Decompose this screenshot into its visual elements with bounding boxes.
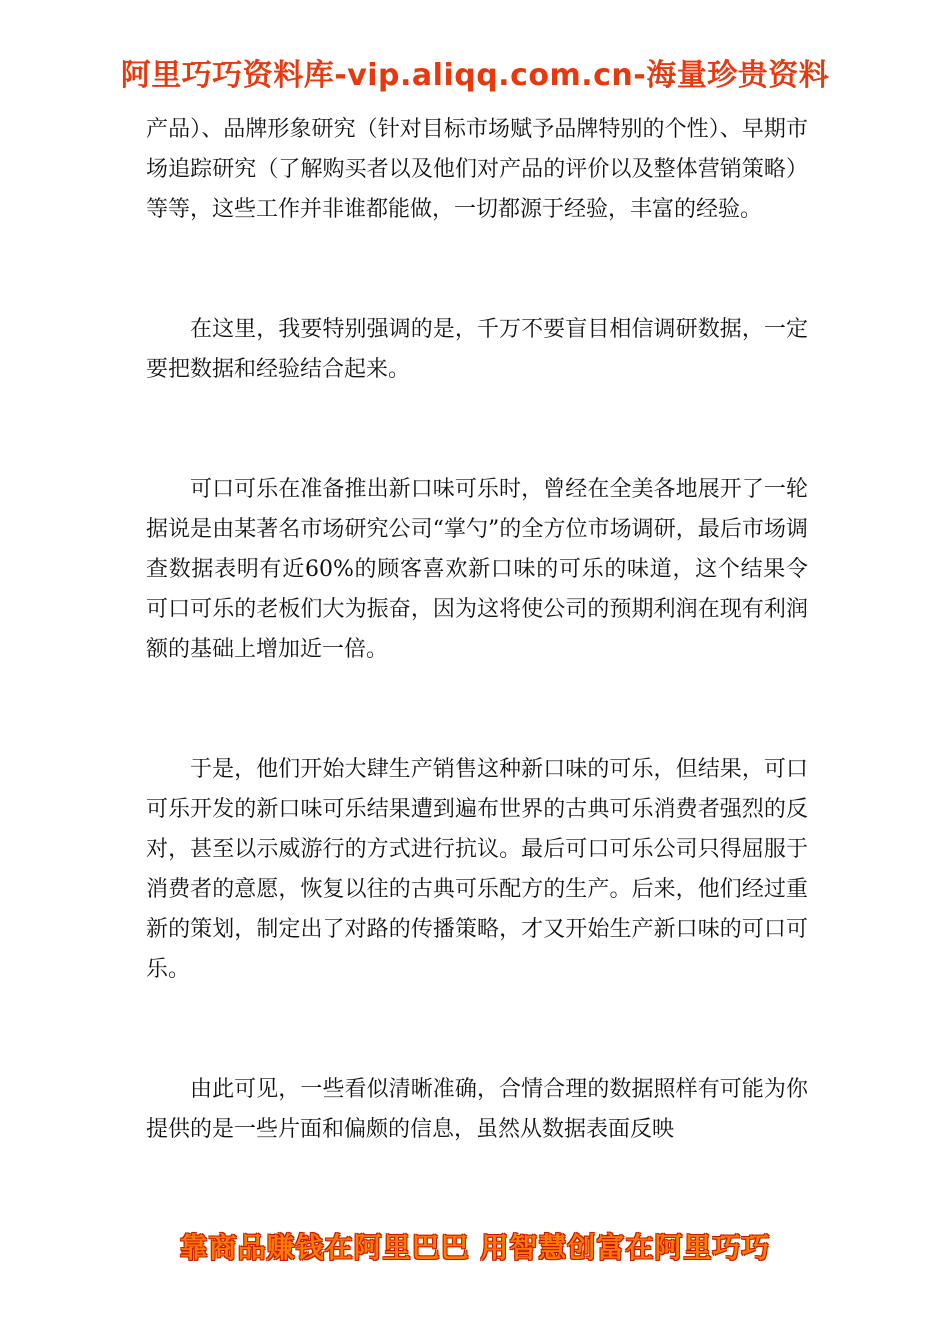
paragraph-2: 在这里，我要特别强调的是，千万不要盲目相信调研数据，一定要把数据和经验结合起来。 xyxy=(146,317,808,382)
paragraph-1: 产品）、品牌形象研究（针对目标市场赋予品牌特别的个性）、早期市场追踪研究（了解购买者以及他们对产品的评价以及整体营销策略）等等，这些工作并非谁都能做，一切都源于经验，丰富的经验。 xyxy=(146,117,808,222)
paragraph-5: 由此可见，一些看似清晰准确，合情合理的数据照样有可能为你提供的是一些片面和偏颇的信息，虽然从数据表面反映 xyxy=(146,1077,808,1142)
paragraph-4: 于是，他们开始大肆生产销售这种新口味的可乐，但结果，可口可乐开发的新口味可乐结果遭到遍布世界的古典可乐消费者强烈的反对，甚至以示威游行的方式进行抗议。最后可口可乐公司只得屈服于消费者的意愿，恢复以往的古典可乐配方的生产。后来，他们经过重新的策划，制定出了对路的传播策略，才又开始生产新口味的可口可乐。 xyxy=(146,757,808,982)
paragraph-spacer xyxy=(146,670,808,750)
paragraph-3: 可口可乐在准备推出新口味可乐时，曾经在全美各地展开了一轮据说是由某著名市场研究公司“掌勺”的全方位市场调研，最后市场调查数据表明有近60%的顾客喜欢新口味的可乐的味道，这个结果令可口可乐的老板们大为振奋，因为这将使公司的预期利润在现有利润额的基础上增加近一倍。 xyxy=(146,477,808,662)
paragraph-spacer xyxy=(146,390,808,470)
document-body xyxy=(146,110,808,1150)
paragraph-spacer xyxy=(146,990,808,1070)
footer-banner: 靠商品赚钱在阿里巴巴 用智慧创富在阿里巧巧 xyxy=(179,1231,771,1264)
paragraph-spacer xyxy=(146,230,808,310)
header-banner: 阿里巧巧资料库-vip.aliqq.com.cn-海量珍贵资料 xyxy=(120,58,830,93)
